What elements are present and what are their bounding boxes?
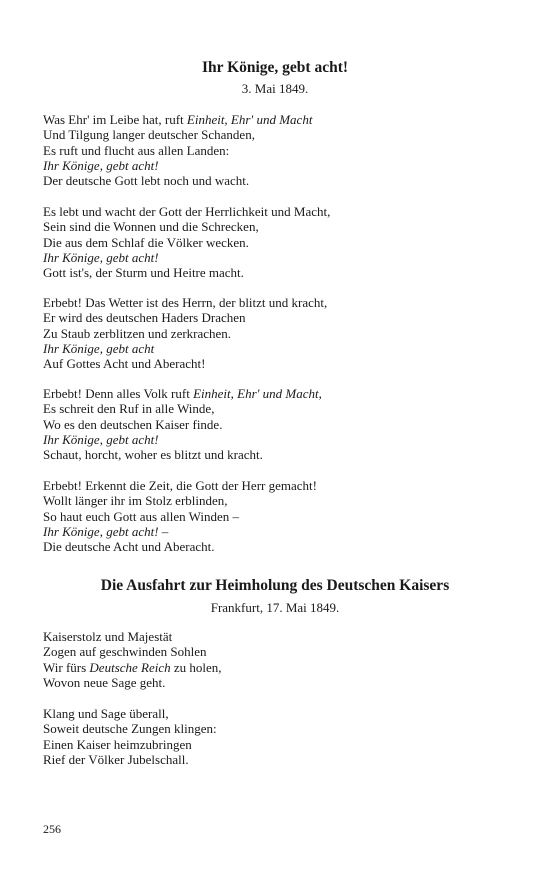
verse-line [43,295,513,310]
verse-line [43,143,513,158]
verse-segment: Gott ist's, der Sturm und Heitre macht. [43,265,244,281]
verse-line [43,127,513,142]
verse-segment: Es lebt und wacht der Gott der Herrlichkeit und Macht, [43,204,331,219]
verse-segment: So haut euch Gott aus allen Winden – [43,508,240,524]
verse-line [43,356,513,371]
stanza [43,629,513,690]
verse-line [43,310,513,325]
verse-segment: Auf Gottes Acht und Aberacht! [43,356,206,372]
verse-line [43,204,513,219]
verse-line [43,173,513,188]
verse-line [43,660,513,675]
verse-line [43,629,513,644]
verse-segment: Er wird des deutschen Haders Drachen [43,310,246,326]
verse-line [43,386,513,401]
verse-line [43,112,513,127]
verse-segment: Die deutsche Acht und Aberacht. [43,539,215,555]
stanza [43,204,513,280]
verse-segment-italic: Ihr Könige, gebt acht! [43,157,159,173]
verse-line [43,675,513,690]
verse-line [43,721,513,736]
verse-segment: zu holen, [170,659,222,675]
verse-line [43,326,513,341]
verse-line [43,509,513,524]
verse-segment: Und Tilgung langer deutscher Schanden, [43,127,255,143]
stanza [43,478,513,554]
stanza [43,295,513,371]
verse-segment: Es ruft und flucht aus allen Landen: [43,142,230,158]
poem-date: Frankfurt, 17. Mai 1849. [210,600,340,615]
verse-line [43,219,513,234]
verse-segment: Was Ehr' im Leibe hat, ruft [43,112,187,127]
verse-segment: Der deutsche Gott lebt noch und wacht. [43,173,250,189]
verse-segment-italic: Ihr Könige, gebt acht! [43,249,159,265]
verse-segment: Soweit deutsche Zungen klingen: [43,721,217,737]
verse-line [43,158,513,173]
stanza [43,386,513,462]
verse-segment: Zu Staub zerblitzen und zerkrachen. [43,325,232,341]
verse-segment-italic: Ihr Könige, gebt acht! [43,523,159,539]
verse-segment: Zogen auf geschwinden Sohlen [43,644,207,660]
verse-segment-italic: Einheit, Ehr' und Macht, [193,386,322,401]
verse-line [43,524,513,539]
verse-segment: Die aus dem Schlaf die Völker wecken. [43,234,249,250]
verse-line [43,250,513,265]
verse-segment: Es schreit den Ruf in alle Winde, [43,401,215,417]
verse-segment: Erbebt! Denn alles Volk ruft [43,386,194,401]
verse-segment: – [158,523,169,539]
verse-segment: Einen Kaiser heimzubringen [43,736,192,752]
verse-line [43,341,513,356]
poem-date: 3. Mai 1849. [241,81,309,96]
verse-segment: Wir fürs [43,659,90,675]
poem-title: Ihr Könige, gebt acht! [201,59,349,76]
verse-line [43,644,513,659]
verse-segment: Wovon neue Sage geht. [43,674,166,690]
stanza [43,112,513,188]
verse-segment-italic: Deutsche Reich [89,659,171,675]
verse-line [43,493,513,508]
verse-line [43,401,513,416]
poem-title: Die Ausfahrt zur Heimholung des Deutschen Kaisers [100,577,450,594]
verse-line [43,539,513,554]
verse-line [43,752,513,767]
verse-segment: Klang und Sage überall, [43,706,169,721]
verse-line [43,478,513,493]
verse-line [43,265,513,280]
verse-segment: Wollt länger ihr im Stolz erblinden, [43,493,228,509]
verse-line [43,417,513,432]
stanza [43,706,513,767]
verse-segment: Erbebt! Das Wetter ist des Herrn, der blitzt und kracht, [43,295,328,310]
verse-segment: Wo es den deutschen Kaiser finde. [43,416,223,432]
verse-segment: Schaut, horcht, woher es blitzt und kracht. [43,447,263,463]
verse-segment: Rief der Völker Jubelschall. [43,751,189,767]
page-number: 256 [43,822,61,836]
verse-segment-italic: Ihr Könige, gebt acht [43,340,155,356]
verse-segment-italic: Ihr Könige, gebt acht! [43,431,159,447]
verse-line [43,432,513,447]
verse-line [43,737,513,752]
verse-line [43,235,513,250]
verse-segment: Kaiserstolz und Majestät [43,629,173,644]
verse-segment: Sein sind die Wonnen und die Schrecken, [43,219,259,235]
verse-segment-italic: Einheit, Ehr' und Macht [186,112,313,127]
verse-line [43,447,513,462]
verse-line [43,706,513,721]
verse-segment: Erbebt! Erkennt die Zeit, die Gott der Herr gemacht! [43,478,317,493]
